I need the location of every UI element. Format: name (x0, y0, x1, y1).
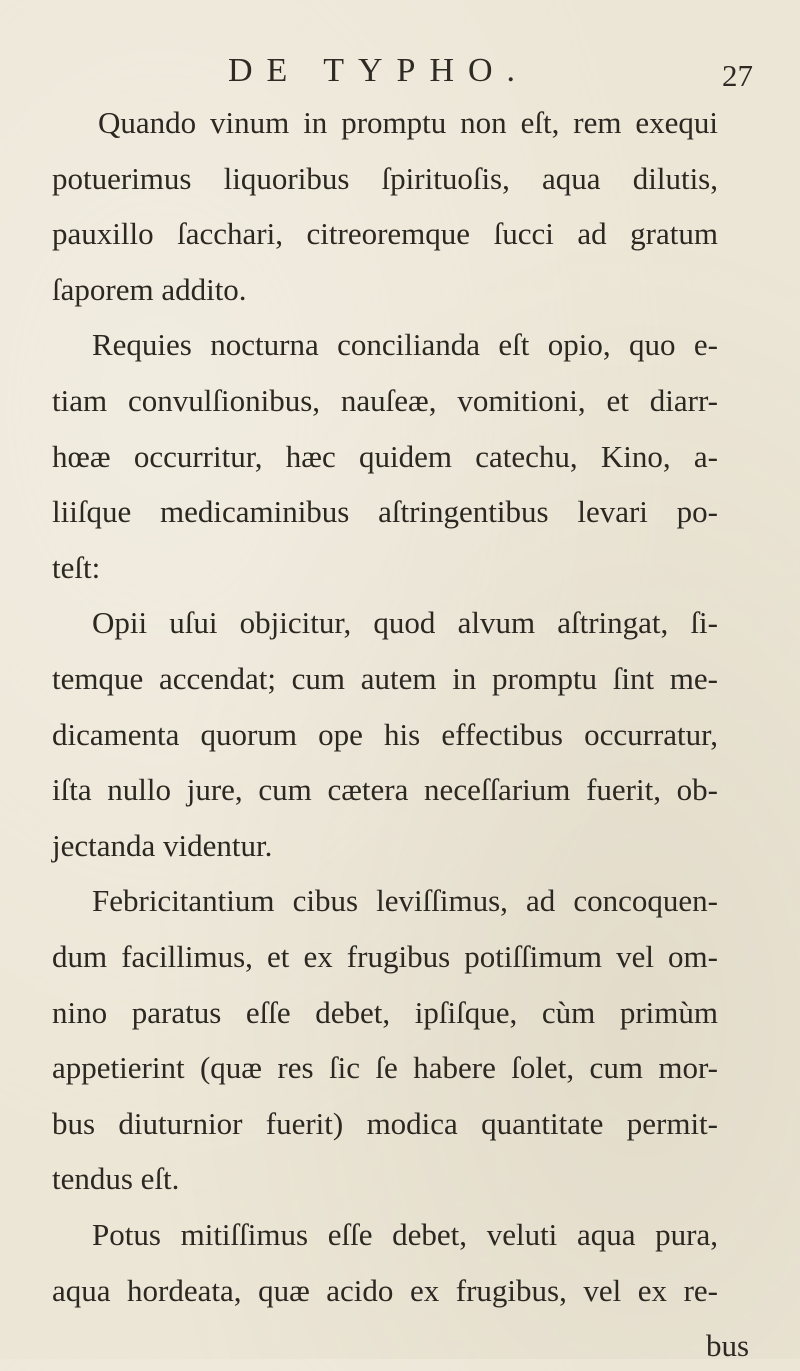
text-line-13: iſta nullo jure, cum cætera neceſſarium fuerit, ob- (52, 772, 718, 807)
text-line-2: potuerimus liquoribus ſpirituoſis, aqua dilutis, (52, 161, 718, 196)
text-line-22: aqua hordeata, quæ acido ex frugibus, vel ex re- (52, 1273, 718, 1308)
text-line-4: ſaporem addito. (52, 272, 247, 307)
text-line-14: jectanda videntur. (52, 828, 273, 863)
text-line-11: temque accendat; cum autem in promptu ſint me- (52, 661, 718, 696)
text-line-15: Febricitantium cibus leviſſimus, ad concoquen- (92, 883, 718, 918)
text-line-1: Quando vinum in promptu non eſt, rem exequi (98, 105, 718, 140)
running-title: DE TYPHO. (228, 52, 530, 89)
text-line-7: hœæ occurritur, hæc quidem catechu, Kino, a- (52, 439, 718, 474)
catchword: bus (706, 1328, 750, 1363)
text-line-9: teſt: (52, 550, 101, 585)
text-line-6: tiam convulſionibus, nauſeæ, vomitioni, et diarr- (52, 383, 718, 418)
text-line-18: appetierint (quæ res ſic ſe habere ſolet, cum mor- (52, 1050, 718, 1085)
text-line-20: tendus eſt. (52, 1161, 180, 1196)
text-line-16: dum facillimus, et ex frugibus potiſſimum vel om- (52, 939, 718, 974)
text-line-3: pauxillo ſacchari, citreoremque ſucci ad gratum (52, 216, 718, 251)
text-line-19: bus diuturnior fuerit) modica quantitate permit- (52, 1106, 718, 1141)
text-line-17: nino paratus eſſe debet, ipſiſque, cùm primùm (52, 995, 718, 1030)
text-line-12: dicamenta quorum ope his effectibus occurratur, (52, 717, 718, 752)
text-line-10: Opii uſui objicitur, quod alvum aſtringat, ſi- (92, 605, 718, 640)
page-number: 27 (722, 58, 753, 93)
text-line-21: Potus mitiſſimus eſſe debet, veluti aqua pura, (92, 1217, 718, 1252)
text-line-5: Requies nocturna concilianda eſt opio, quo e- (92, 327, 718, 362)
text-line-8: liiſque medicaminibus aſtringentibus levari po- (52, 494, 718, 529)
